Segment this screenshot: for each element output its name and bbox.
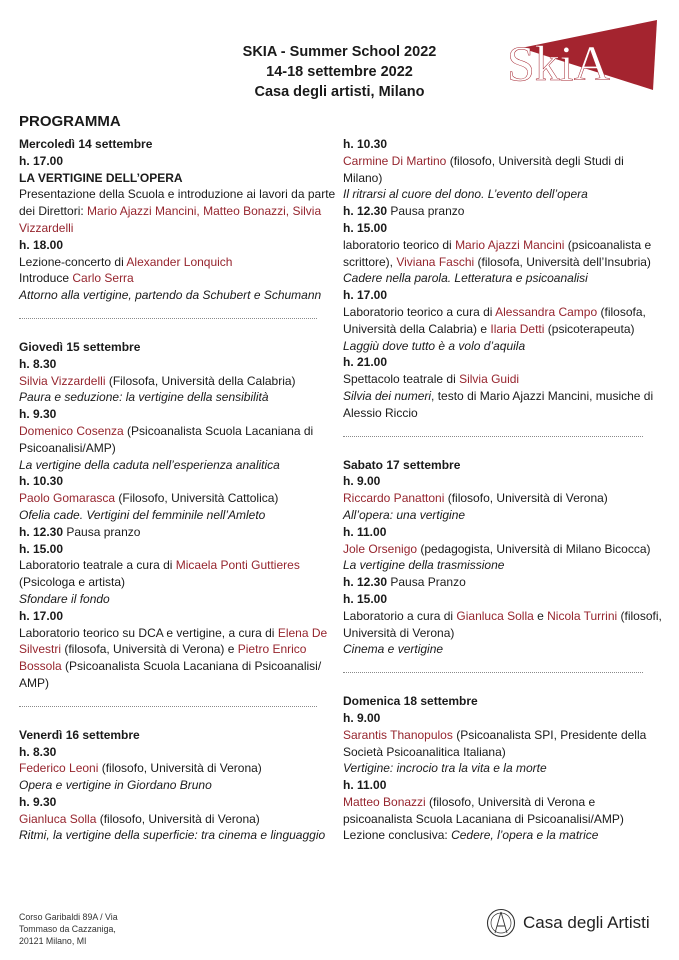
session-text: h. 12.30 Pausa pranzo: [19, 524, 141, 539]
speaker-name: Nicola Turrini: [547, 608, 618, 623]
session-time: h. 11.00: [343, 778, 387, 793]
speaker-name: Domenico Cosenza: [19, 423, 124, 438]
speaker-name: Carlo Serra: [72, 271, 134, 286]
session-text: Gianluca Solla (filosofo, Università di Verona): [19, 811, 260, 826]
day-title: Sabato 17 settembre: [343, 457, 461, 472]
speaker-name: Riccardo Panattoni: [343, 491, 445, 506]
speaker-name: Jole Orsenigo: [343, 541, 418, 556]
session-text: Paolo Gomarasca (Filosofo, Università Cattolica): [19, 491, 279, 506]
session-text: Silvia dei numeri, testo di Mario Ajazzi Mancini, musiche di Alessio Riccio: [343, 388, 654, 420]
session-title: Cadere nella parola. Letteratura e psicoanalisi: [343, 271, 588, 286]
session-text: Laboratorio teatrale a cura di Micaela Ponti Guttieres (Psicologa e artista): [19, 558, 300, 590]
address-line: Corso Garibaldi 89A / Via: [19, 912, 118, 922]
session-title: Ofelia cade. Vertigini del femminile nell’Amleto: [19, 507, 266, 522]
session-time: h. 10.30: [19, 474, 64, 489]
session-title: La vertigine della trasmissione: [343, 558, 505, 573]
session-title: All’opera: una vertigine: [343, 507, 466, 522]
speaker-name: Mario Ajazzi Mancini: [455, 237, 565, 252]
session-time: h. 9.30: [19, 794, 57, 809]
session-time: h. 18.00: [19, 237, 64, 252]
brand-name: Casa degli Artisti: [523, 913, 650, 932]
right-column: [343, 136, 663, 844]
session-title: La vertigine della caduta nell’esperienza analitica: [19, 457, 280, 472]
casa-emblem-icon: [486, 908, 516, 938]
event-title: SKIA - Summer School 2022: [242, 44, 437, 60]
day-friday-continued: [343, 136, 663, 422]
speaker-name: Sarantis Thanopulos: [343, 727, 453, 742]
event-dates: 14-18 settembre 2022: [266, 64, 413, 80]
session-time: h. 21.00: [343, 355, 388, 370]
day-saturday: [343, 457, 663, 659]
session-heading: LA VERTIGINE DELL’OPERA: [19, 170, 183, 185]
session-text: Laboratorio teorico su DCA e vertigine, a cura di Elena De Silvestri (filosofa, Università di Verona) e Pietro Enrico Bossola (Psicoanalista Scuola Lacaniana di Psicoanalisi/ AMP): [19, 625, 328, 690]
programme-title: PROGRAMMA: [19, 113, 121, 130]
day-title: Giovedì 15 settembre: [19, 339, 141, 354]
speaker-name: Carmine Di Martino: [343, 153, 447, 168]
session-title: Sfondare il fondo: [19, 591, 110, 606]
speaker-name: Silvia Guidi: [459, 372, 520, 387]
session-title: Cedere, l’opera e la matrice: [451, 828, 599, 843]
casa-degli-artisti-logo: [486, 909, 650, 937]
session-title: Ritmi, la vertigine della superficie: tra cinema e linguaggio: [19, 828, 326, 843]
session-title: Attorno alla vertigine, partendo da Schubert e Schumann: [19, 288, 322, 303]
day-title: Venerdì 16 settembre: [19, 727, 140, 742]
section-divider: [343, 672, 643, 673]
session-title: Paura e seduzione: la vertigine della sensibilità: [19, 390, 269, 405]
session-time: h. 12.30: [19, 524, 64, 539]
speaker-name: Viviana Faschi: [396, 254, 475, 269]
session-text: Federico Leoni (filosofo, Università di Verona): [19, 761, 262, 776]
session-text: Domenico Cosenza (Psicoanalista Scuola Lacaniana di Psicoanalisi/AMP): [19, 423, 314, 455]
session-text: Matteo Bonazzi (filosofo, Università di Verona e psicoanalista Scuola Lacaniana di Psicoanalisi/AMP): [343, 794, 624, 826]
section-divider: [19, 706, 317, 707]
session-time: h. 17.00: [19, 608, 64, 623]
session-time: h. 15.00: [19, 541, 64, 556]
speaker-name: Mario Ajazzi Mancini, Matteo Bonazzi, Silvia Vizzardelli: [19, 204, 322, 235]
session-text: laboratorio teorico di Mario Ajazzi Mancini (psicoanalista e scrittore), Viviana Faschi (filosofa, Università dell’Insubria): [343, 237, 652, 269]
session-title: Opera e vertigine in Giordano Bruno: [19, 778, 212, 793]
speaker-name: Alessandra Campo: [495, 304, 598, 319]
speaker-name: Gianluca Solla: [456, 608, 534, 623]
speaker-name: Matteo Bonazzi: [343, 794, 426, 809]
day-sunday: [343, 693, 663, 844]
venue-address: [19, 911, 159, 947]
day-title: Domenica 18 settembre: [343, 694, 478, 709]
session-time: h. 12.30: [343, 204, 388, 219]
session-text: Laboratorio a cura di Gianluca Solla e Nicola Turrini (filosofi, Università di Verona): [343, 608, 662, 640]
logo-text: SkiA: [507, 35, 610, 91]
speaker-name: Federico Leoni: [19, 761, 99, 776]
session-text: Lezione-concerto di Alexander Lonquich: [19, 254, 233, 269]
session-title: Cinema e vertigine: [343, 642, 444, 657]
session-text: Riccardo Panattoni (filosofo, Università di Verona): [343, 491, 608, 506]
session-text: Jole Orsenigo (pedagogista, Università di Milano Bicocca): [343, 541, 651, 556]
section-divider: [343, 436, 643, 437]
session-time: h. 10.30: [343, 137, 388, 151]
session-text: Laboratorio teorico a cura di Alessandra Campo (filosofa, Università della Calabria) e Ilaria Detti (psicoterapeuta): [343, 304, 646, 336]
speaker-name: Pietro Enrico Bossola: [19, 642, 307, 674]
session-text: Introduce Carlo Serra: [19, 271, 134, 286]
show-title: Silvia dei numeri: [343, 388, 432, 403]
session-text: Lezione conclusiva: Cedere, l’opera e la matrice: [343, 828, 599, 843]
session-text: Sarantis Thanopulos (Psicoanalista SPI, Presidente della Società Psicoanalitica Italiana): [343, 727, 647, 759]
speaker-name: Ilaria Detti: [490, 321, 545, 336]
day-friday: [19, 727, 337, 845]
day-wednesday: [19, 136, 337, 304]
session-text: h. 12.30 Pausa Pranzo: [343, 575, 466, 590]
session-text: Spettacolo teatrale di Silvia Guidi: [343, 372, 520, 387]
session-text: Carmine Di Martino (filosofo, Università degli Studi di Milano): [343, 153, 624, 185]
session-time: h. 17.00: [19, 153, 64, 168]
session-text: Silvia Vizzardelli (Filosofa, Università della Calabria): [19, 373, 296, 388]
session-title: Il ritrarsi al cuore del dono. L’evento dell’opera: [343, 187, 588, 202]
speaker-name: Elena De Silvestri: [19, 625, 328, 657]
session-title: Vertigine: incrocio tra la vita e la morte: [343, 761, 547, 776]
session-text: Presentazione della Scuola e introduzione ai lavori da parte dei Direttori: Mario Ajazzi Mancini, Matteo Bonazzi, Silvia Vizzardelli: [19, 187, 336, 235]
speaker-name: Gianluca Solla: [19, 811, 97, 826]
session-time: h. 8.30: [19, 356, 57, 371]
address-line: 20121 Milano, MI: [19, 936, 87, 946]
session-time: h. 15.00: [343, 220, 388, 235]
session-title: Laggiù dove tutto è a volo d’aquila: [343, 338, 526, 353]
event-venue: Casa degli artisti, Milano: [254, 84, 425, 100]
session-time: h. 8.30: [19, 744, 57, 759]
session-time: h. 9.30: [19, 407, 57, 422]
speaker-name: Silvia Vizzardelli: [19, 373, 106, 388]
session-time: h. 9.00: [343, 474, 381, 489]
speaker-name: Alexander Lonquich: [126, 254, 233, 269]
speaker-name: Paolo Gomarasca: [19, 491, 116, 506]
skia-logo: [503, 12, 663, 94]
day-thursday: [19, 339, 337, 692]
day-title: Mercoledì 14 settembre: [19, 137, 153, 151]
session-time: h. 9.00: [343, 710, 381, 725]
session-time: h. 17.00: [343, 288, 388, 303]
left-column: [19, 136, 337, 844]
speaker-name: Micaela Ponti Guttieres: [175, 558, 300, 573]
section-divider: [19, 318, 317, 319]
session-time: h. 12.30: [343, 575, 388, 590]
session-time: h. 11.00: [343, 524, 387, 539]
address-line: Tommaso da Cazzaniga,: [19, 924, 116, 934]
session-time: h. 15.00: [343, 591, 388, 606]
session-text: h. 12.30 Pausa pranzo: [343, 204, 465, 219]
